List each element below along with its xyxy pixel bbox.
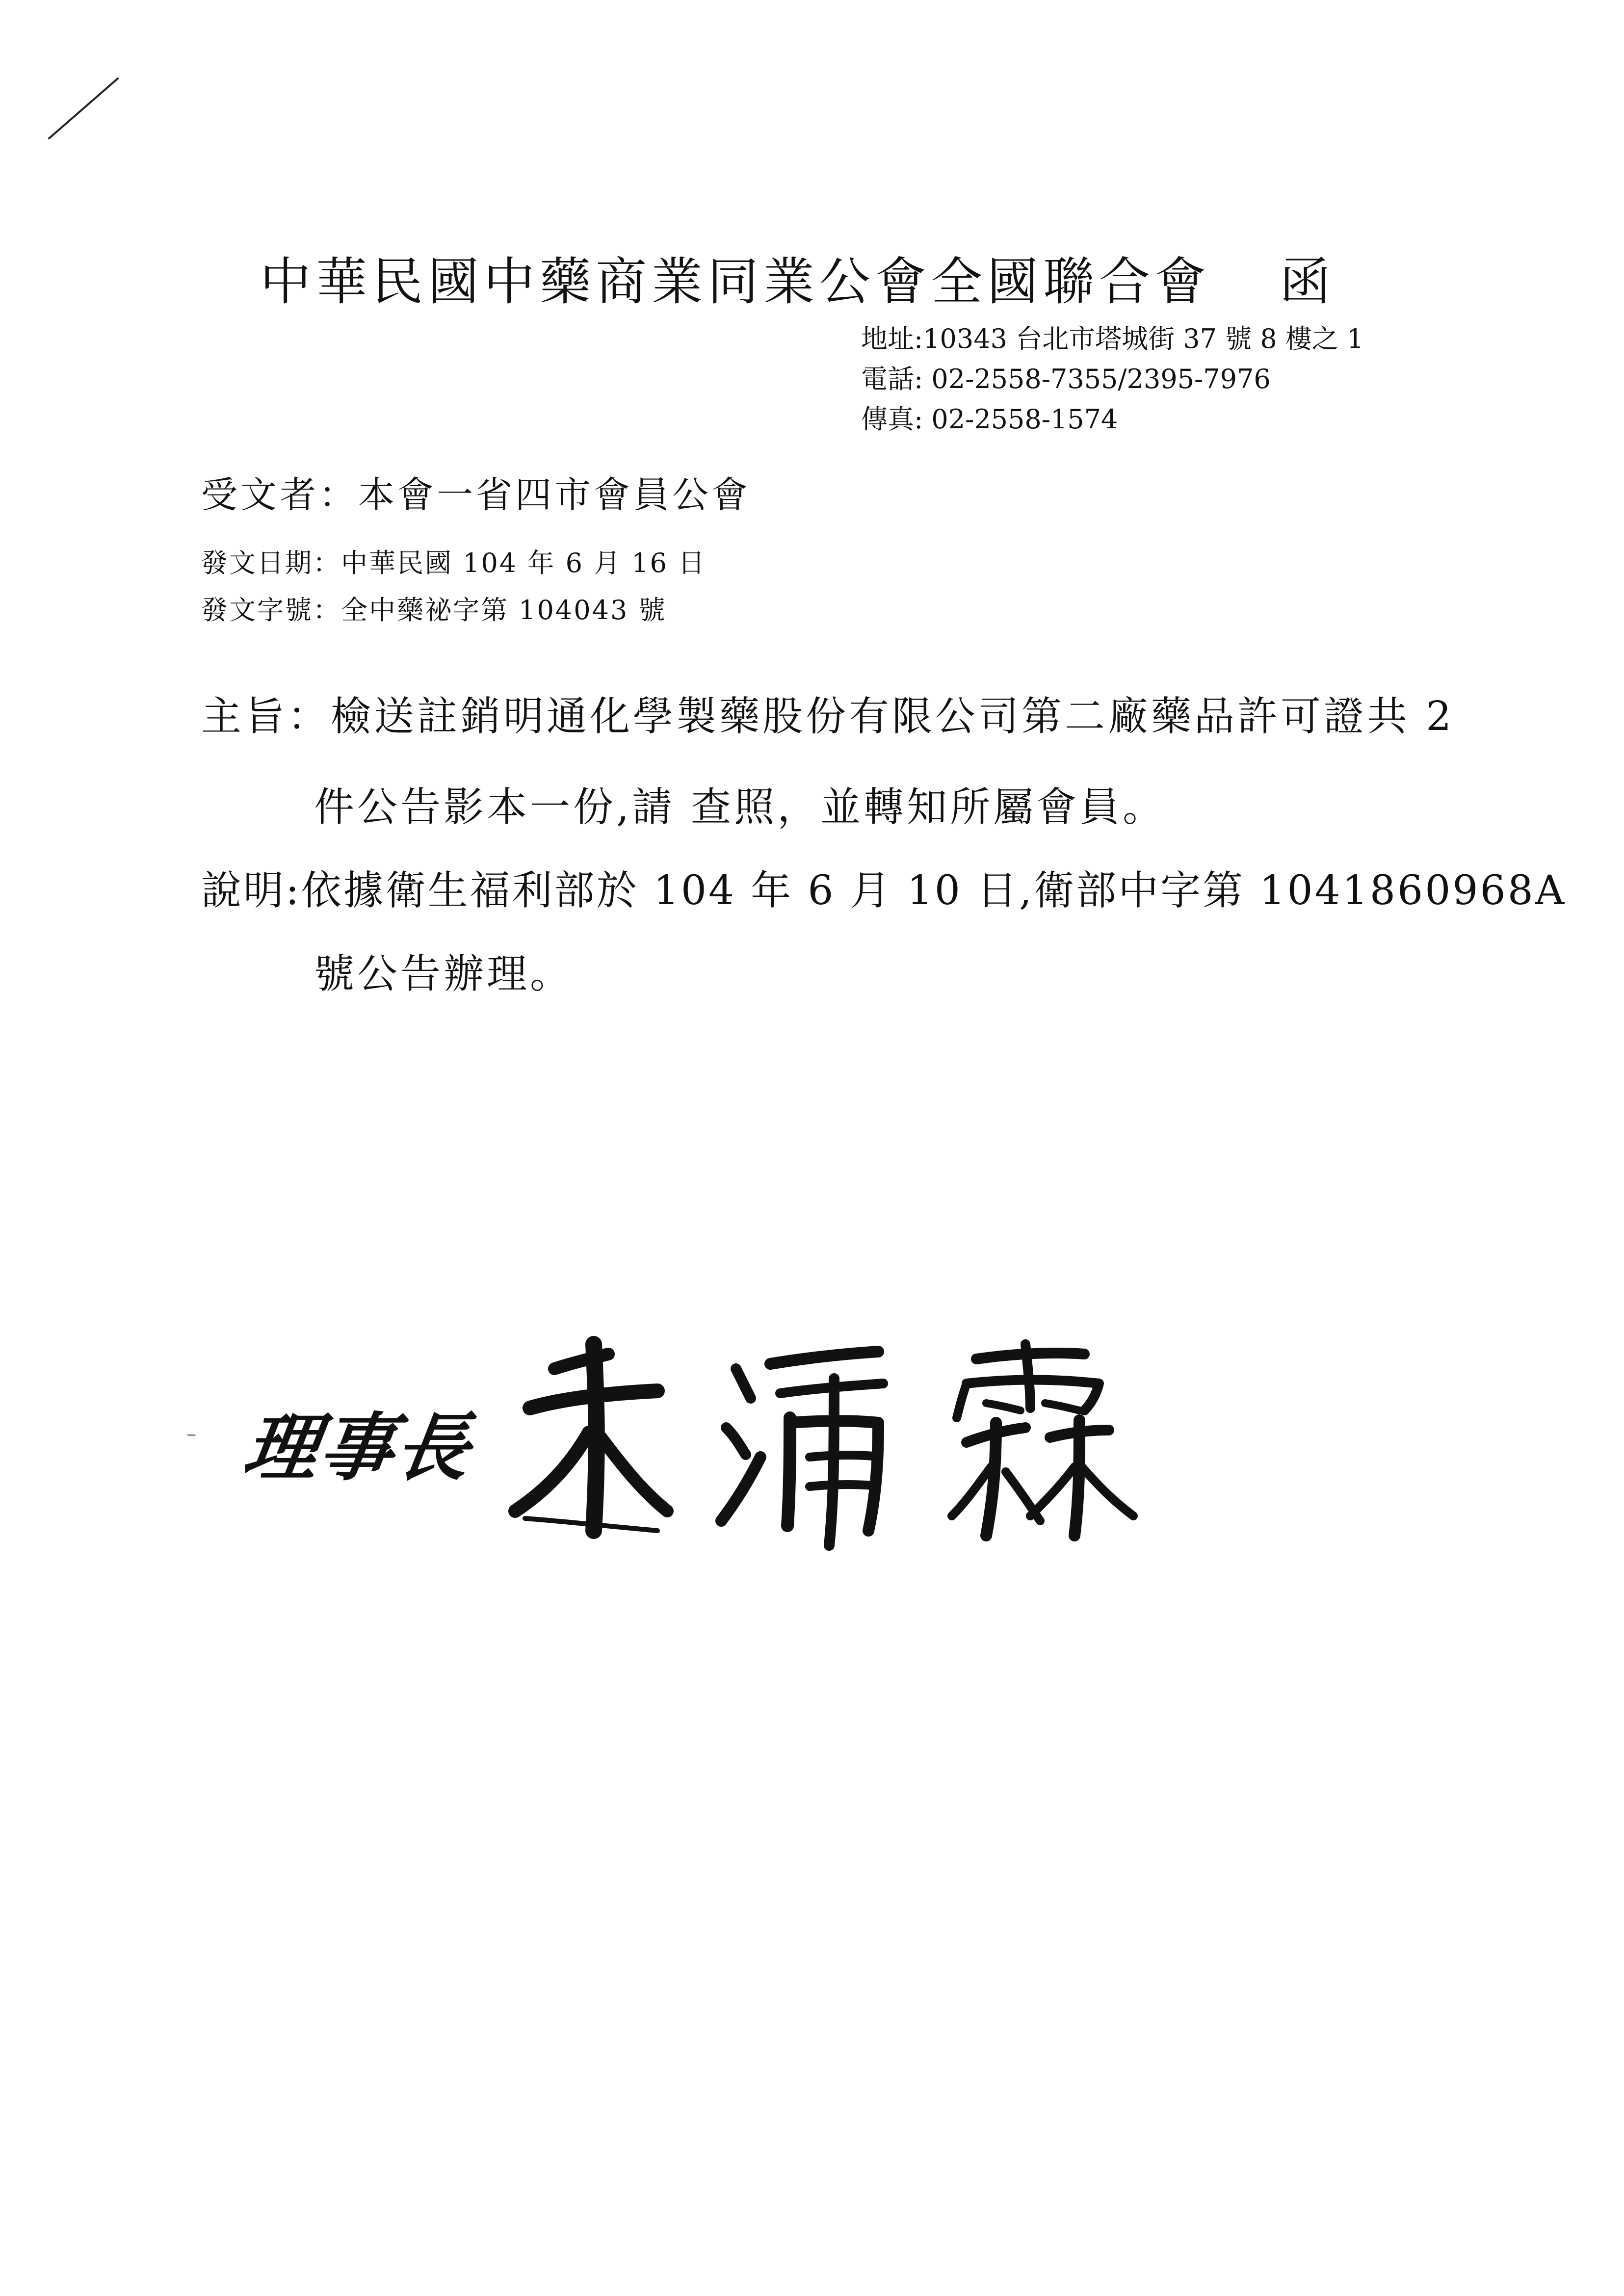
document-meta xyxy=(201,540,706,634)
issue-date: 發文日期：中華民國 104 年 6 月 16 日 xyxy=(201,548,707,578)
signature-block xyxy=(186,1325,1158,1570)
signatory-title: 理事長 xyxy=(238,1405,477,1491)
recipient-line: 受文者：本會一省四市會員公會 xyxy=(201,474,751,516)
subject-line-1: 主旨：檢送註銷明通化學製藥股份有限公司第二廠藥品許可證共 2 xyxy=(201,693,1455,740)
explanation-line-2: 號公告辦理。 xyxy=(314,951,574,997)
explanation-line-1: 說明:依據衛生福利部於 104 年 6 月 10 日,衛部中字第 1041860968A xyxy=(201,867,1567,914)
pen-stroke-mark xyxy=(44,74,123,142)
contact-info xyxy=(861,319,1363,440)
organization-name: 中華民國中藥商業同業公會全國聯合會 xyxy=(260,252,1211,312)
address-line: 地址:10343 台北市塔城街 37 號 8 樓之 1 xyxy=(861,323,1364,354)
phone-line: 電話: 02-2558-7355/2395-7976 xyxy=(861,364,1271,394)
subject-line-2: 件公告影本一份,請 查照，並轉知所屬會員。 xyxy=(314,784,1166,831)
fax-line: 傳真: 02-2558-1574 xyxy=(861,404,1118,435)
document-type: 函 xyxy=(1280,252,1336,312)
scan-artifact-dash: – xyxy=(186,1423,196,1445)
letterhead-title xyxy=(260,240,1336,314)
document-number: 發文字號：全中藥祕字第 104043 號 xyxy=(201,595,667,626)
chairman-signature xyxy=(496,1325,1158,1570)
